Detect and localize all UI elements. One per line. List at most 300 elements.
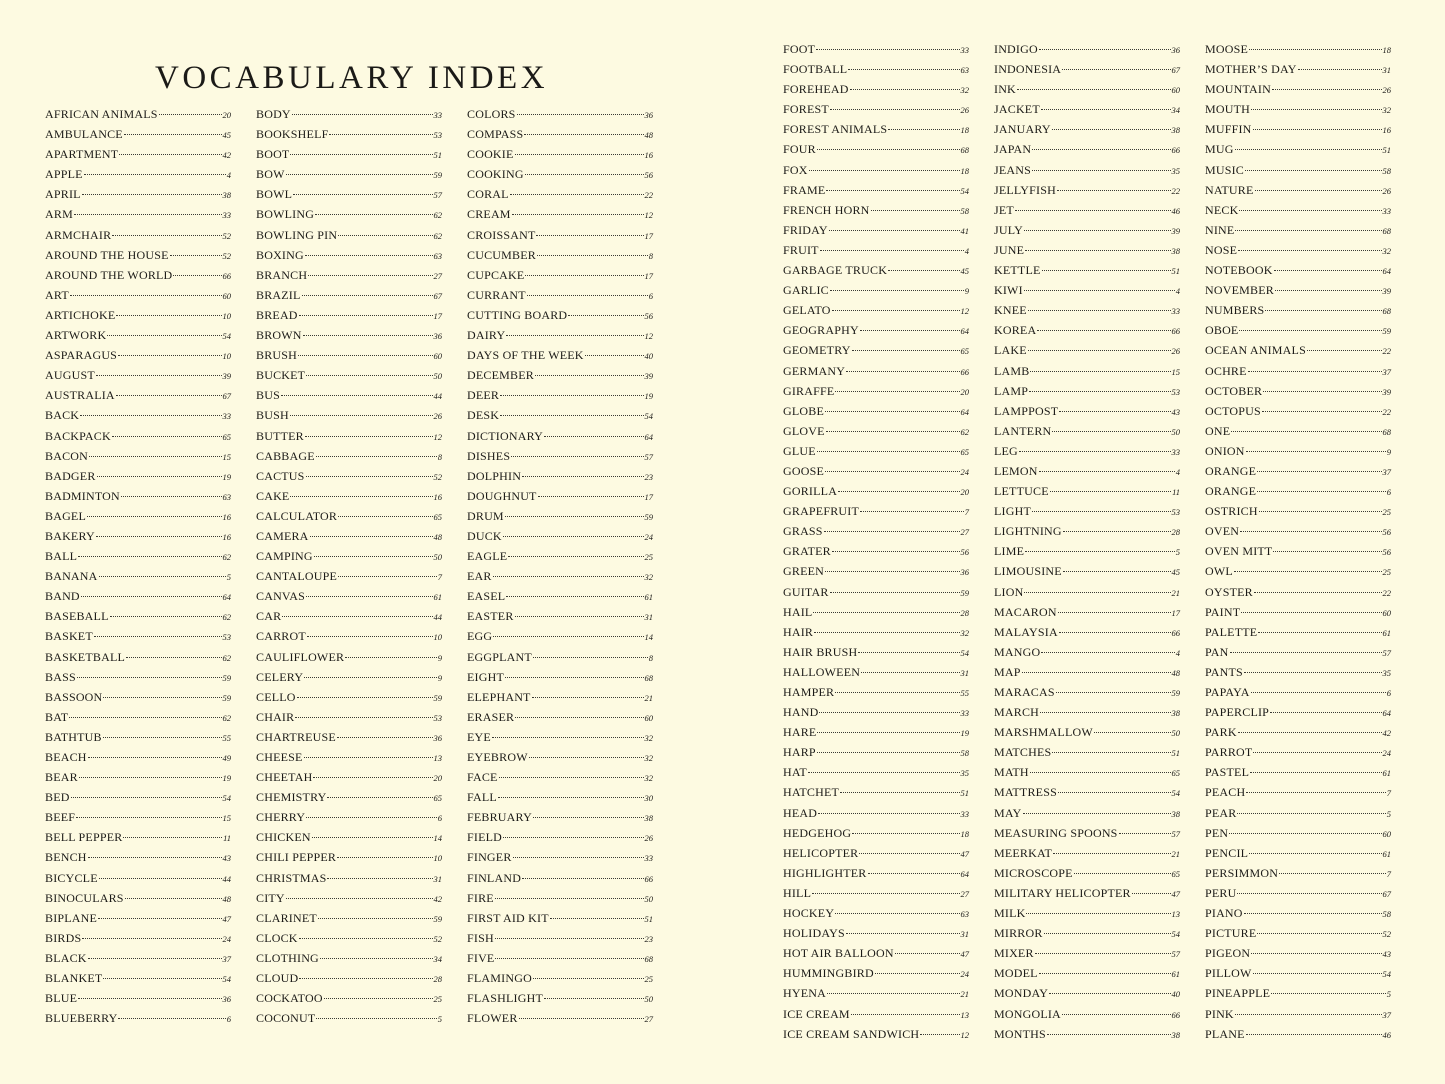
index-entry <box>783 501 969 521</box>
dot-leader <box>1050 490 1171 492</box>
entry-word: CANTALOUPE <box>256 569 338 584</box>
entry-word: FOX <box>783 162 808 177</box>
index-entry <box>1205 1004 1391 1024</box>
dot-leader <box>71 796 222 798</box>
dot-leader <box>522 877 643 879</box>
entry-page-number: 59 <box>1382 326 1391 337</box>
entry-word: BLANKET <box>45 971 103 986</box>
dot-leader <box>538 495 644 497</box>
entry-page-number: 65 <box>433 511 442 522</box>
entry-page-number: 51 <box>433 150 442 161</box>
index-entry <box>783 119 969 139</box>
entry-page-number: 68 <box>644 953 653 964</box>
entry-word: BOWL <box>256 187 293 202</box>
entry-word: EAGLE <box>467 549 508 564</box>
entry-word: LAKE <box>994 343 1027 358</box>
entry-word: BOWLING PIN <box>256 227 338 242</box>
dot-leader <box>1259 510 1382 512</box>
entry-word: HEDGEHOG <box>783 825 852 840</box>
index-entry <box>45 546 231 566</box>
dot-leader <box>170 254 222 256</box>
entry-word: CELLO <box>256 689 296 704</box>
index-entry <box>45 687 231 707</box>
entry-word: HAT <box>783 765 807 780</box>
entry-word: CHRISTMAS <box>256 870 327 885</box>
dot-leader <box>87 515 222 517</box>
entry-word: HAIR BRUSH <box>783 644 858 659</box>
entry-page-number: 59 <box>1171 688 1180 698</box>
entry-page-number: 21 <box>960 989 969 1000</box>
entry-word: HEAD <box>783 805 818 820</box>
entry-page-number: 7 <box>437 572 442 583</box>
index-entry <box>1205 441 1391 461</box>
entry-page-number: 8 <box>648 250 653 261</box>
dot-leader <box>306 595 433 597</box>
entry-word: OCTOPUS <box>1205 403 1261 418</box>
dot-leader <box>868 872 960 874</box>
dot-leader <box>1263 390 1381 392</box>
index-entry <box>994 441 1180 461</box>
entry-word: FINGER <box>467 850 512 865</box>
entry-word: OWL <box>1205 564 1233 579</box>
dot-leader <box>825 410 960 412</box>
index-entry <box>783 823 969 843</box>
dot-leader <box>1258 631 1381 633</box>
index-entry <box>1205 682 1391 702</box>
entry-word: ONION <box>1205 443 1245 458</box>
dot-leader <box>78 555 221 557</box>
index-entry <box>467 225 653 245</box>
dot-leader <box>69 716 221 718</box>
entry-word: PICTURE <box>1205 926 1257 941</box>
entry-page-number: 38 <box>644 813 653 824</box>
entry-page-number: 68 <box>1382 225 1391 236</box>
entry-page-number: 66 <box>644 873 653 884</box>
index-entry <box>467 305 653 325</box>
entry-word: AFRICAN ANIMALS <box>45 107 158 121</box>
index-entry <box>45 526 231 546</box>
entry-word: PANTS <box>1205 664 1243 679</box>
index-entry <box>994 119 1180 139</box>
index-entry <box>994 943 1180 963</box>
index-entry <box>256 868 442 888</box>
entry-page-number: 52 <box>222 250 231 261</box>
index-entry <box>1205 300 1391 320</box>
dot-leader <box>508 555 643 557</box>
entry-page-number: 62 <box>222 552 231 563</box>
dot-leader <box>495 957 643 959</box>
index-entry <box>994 240 1180 260</box>
index-entry <box>45 104 231 124</box>
dot-leader <box>338 575 437 577</box>
index-entry <box>1205 1024 1391 1044</box>
index-entry <box>467 546 653 566</box>
entry-page-number: 54 <box>222 331 231 342</box>
entry-word: BASEBALL <box>45 609 109 624</box>
entry-page-number: 24 <box>960 466 969 477</box>
entry-page-number: 44 <box>433 391 442 402</box>
index-entry <box>783 963 969 983</box>
index-entry <box>467 204 653 224</box>
index-entry <box>467 787 653 807</box>
dot-leader <box>536 234 643 236</box>
entry-word: FIELD <box>467 830 502 845</box>
index-entry <box>783 843 969 863</box>
entry-page-number: 22 <box>1382 406 1391 417</box>
dot-leader <box>314 555 433 557</box>
entry-page-number: 62 <box>960 426 969 437</box>
dot-leader <box>820 249 964 251</box>
dot-leader <box>98 917 221 919</box>
index-entry <box>45 426 231 446</box>
dot-leader <box>81 595 222 597</box>
dot-leader <box>1062 68 1170 70</box>
dot-leader <box>495 897 644 899</box>
entry-word: EYEBROW <box>467 750 528 764</box>
entry-word: DAYS OF THE WEEK <box>467 348 584 363</box>
index-entry <box>256 245 442 265</box>
dot-leader <box>315 213 432 215</box>
dot-leader <box>809 169 960 171</box>
dot-leader <box>1257 490 1386 492</box>
index-entry <box>1205 803 1391 823</box>
entry-page-number: 6 <box>437 813 442 824</box>
entry-page-number: 7 <box>1386 788 1391 799</box>
index-entry <box>45 486 231 506</box>
entry-page-number: 52 <box>222 230 231 241</box>
entry-word: FRENCH HORN <box>783 202 870 217</box>
index-entry <box>994 260 1180 280</box>
dot-leader <box>1063 530 1171 532</box>
entry-page-number: 19 <box>644 391 653 402</box>
index-entry <box>783 983 969 1003</box>
entry-page-number: 64 <box>960 868 969 879</box>
dot-leader <box>116 314 221 316</box>
entry-word: HALLOWEEN <box>783 664 861 679</box>
entry-page-number: 53 <box>433 130 442 141</box>
index-entry <box>467 345 653 365</box>
entry-page-number: 60 <box>1382 828 1391 839</box>
index-entry <box>994 300 1180 320</box>
entry-page-number: 52 <box>433 933 442 944</box>
index-entry <box>1205 119 1391 139</box>
index-entry <box>256 827 442 847</box>
entry-page-number: 10 <box>433 632 442 643</box>
entry-page-number: 65 <box>960 446 969 457</box>
dot-leader <box>1238 731 1382 733</box>
dot-leader <box>318 917 433 919</box>
dot-leader <box>1298 68 1382 70</box>
index-entry <box>1205 340 1391 360</box>
index-entry <box>994 541 1180 561</box>
dot-leader <box>529 756 644 758</box>
index-entry <box>467 707 653 727</box>
index-entry <box>45 847 231 867</box>
index-entry <box>256 506 442 526</box>
index-entry <box>994 139 1180 159</box>
entry-word: NOVEMBER <box>1205 283 1274 298</box>
entry-word: JULY <box>994 222 1023 237</box>
entry-page-number: 58 <box>1382 165 1391 176</box>
entry-page-number: 31 <box>433 873 442 884</box>
dot-leader <box>316 1017 436 1019</box>
entry-word: PAN <box>1205 644 1229 659</box>
index-column-4 <box>783 39 969 1044</box>
entry-page-number: 21 <box>1171 848 1180 859</box>
entry-page-number: 12 <box>960 1029 969 1040</box>
entry-page-number: 47 <box>960 949 969 960</box>
index-entry <box>783 200 969 220</box>
index-entry <box>467 426 653 446</box>
entry-word: BASSOON <box>45 689 103 704</box>
index-entry <box>783 1024 969 1044</box>
dot-leader <box>329 133 432 135</box>
index-entry <box>256 847 442 867</box>
entry-page-number: 48 <box>433 531 442 542</box>
entry-word: CAMPING <box>256 549 313 564</box>
entry-word: ARM <box>45 207 73 222</box>
index-entry <box>256 385 442 405</box>
entry-page-number: 7 <box>964 507 969 518</box>
index-entry <box>783 782 969 802</box>
entry-page-number: 21 <box>644 692 653 703</box>
entry-word: FIRST AID KIT <box>467 910 549 925</box>
dot-leader <box>1235 1013 1382 1015</box>
index-entry <box>1205 240 1391 260</box>
dot-leader <box>493 635 643 637</box>
entry-page-number: 52 <box>1382 929 1391 940</box>
entry-word: BLUE <box>45 991 78 1006</box>
entry-page-number: 33 <box>1171 306 1180 317</box>
dot-leader <box>1057 189 1171 191</box>
entry-page-number: 45 <box>1171 567 1180 578</box>
entry-page-number: 64 <box>644 431 653 442</box>
entry-word: BRUSH <box>256 348 298 363</box>
entry-page-number: 26 <box>1382 185 1391 196</box>
entry-word: HAIL <box>783 604 813 619</box>
index-entry <box>994 722 1180 742</box>
index-entry <box>467 245 653 265</box>
index-entry <box>45 807 231 827</box>
dot-leader <box>337 736 433 738</box>
entry-page-number: 12 <box>644 210 653 221</box>
entry-word: AUGUST <box>45 368 95 383</box>
index-entry <box>256 486 442 506</box>
dot-leader <box>1244 912 1382 914</box>
dot-leader <box>88 756 222 758</box>
dot-leader <box>1119 832 1171 834</box>
dot-leader <box>313 776 432 778</box>
index-entry <box>467 606 653 626</box>
dot-leader <box>527 294 648 296</box>
entry-page-number: 32 <box>644 572 653 583</box>
dot-leader <box>1274 269 1382 271</box>
entry-word: CAKE <box>256 488 290 503</box>
dot-leader <box>1025 249 1170 251</box>
dot-leader <box>846 932 960 934</box>
entry-word: NECK <box>1205 202 1239 217</box>
entry-page-number: 31 <box>1382 65 1391 76</box>
entry-page-number: 9 <box>964 286 969 297</box>
entry-page-number: 32 <box>644 773 653 784</box>
dot-leader <box>817 751 960 753</box>
dot-leader <box>1052 128 1171 130</box>
index-entry <box>467 928 653 948</box>
entry-word: ORANGE <box>1205 484 1257 499</box>
dot-leader <box>519 1017 644 1019</box>
entry-word: FOOT <box>783 42 816 56</box>
index-entry <box>1205 903 1391 923</box>
entry-page-number: 68 <box>1382 306 1391 317</box>
index-entry <box>1205 883 1391 903</box>
entry-word: OVEN MITT <box>1205 544 1273 559</box>
index-entry <box>45 606 231 626</box>
entry-word: GLOBE <box>783 403 824 418</box>
dot-leader <box>824 530 960 532</box>
entry-word: PAINT <box>1205 604 1241 619</box>
entry-page-number: 64 <box>1382 266 1391 277</box>
entry-page-number: 18 <box>1382 45 1391 55</box>
entry-page-number: 59 <box>644 511 653 522</box>
entry-word: EASTER <box>467 609 514 624</box>
dot-leader <box>1039 470 1175 472</box>
dot-leader <box>304 676 437 678</box>
dot-leader <box>819 711 959 713</box>
entry-page-number: 39 <box>1382 386 1391 397</box>
dot-leader <box>852 349 960 351</box>
dot-leader <box>103 736 222 738</box>
dot-leader <box>310 535 433 537</box>
index-entry <box>1205 561 1391 581</box>
entry-page-number: 24 <box>222 933 231 944</box>
entry-page-number: 20 <box>433 773 442 784</box>
entry-word: BEEF <box>45 810 76 825</box>
dot-leader <box>1026 912 1170 914</box>
entry-word: MOUNTAIN <box>1205 82 1271 97</box>
entry-page-number: 36 <box>433 732 442 743</box>
dot-leader <box>1246 791 1385 793</box>
index-entry <box>783 943 969 963</box>
entry-page-number: 17 <box>1171 607 1180 618</box>
index-entry <box>467 164 653 184</box>
entry-word: ARTWORK <box>45 328 107 343</box>
index-entry <box>994 99 1180 119</box>
dot-leader <box>505 515 644 517</box>
index-entry <box>45 586 231 606</box>
entry-word: LEMON <box>994 463 1038 478</box>
index-entry <box>1205 943 1391 963</box>
index-entry <box>783 39 969 59</box>
index-entry <box>467 365 653 385</box>
index-entry <box>256 426 442 446</box>
index-entry <box>1205 280 1391 300</box>
index-entry <box>467 647 653 667</box>
entry-word: BUSH <box>256 408 289 423</box>
index-entry <box>256 586 442 606</box>
entry-word: HILL <box>783 885 812 900</box>
entry-word: MANGO <box>994 644 1041 659</box>
entry-page-number: 53 <box>433 712 442 723</box>
dot-leader <box>1253 751 1381 753</box>
entry-word: ASPARAGUS <box>45 348 118 363</box>
entry-word: MARSHMALLOW <box>994 725 1093 740</box>
entry-page-number: 47 <box>960 848 969 859</box>
index-entry <box>994 39 1180 59</box>
entry-word: AROUND THE HOUSE <box>45 247 169 262</box>
entry-page-number: 48 <box>1171 667 1180 678</box>
index-entry <box>256 687 442 707</box>
entry-page-number: 34 <box>1171 105 1180 116</box>
entry-word: DICTIONARY <box>467 428 543 443</box>
entry-word: MATCHES <box>994 745 1052 760</box>
dot-leader <box>503 535 644 537</box>
index-entry <box>45 888 231 908</box>
index-column-3 <box>467 104 653 1028</box>
entry-word: BALL <box>45 549 78 564</box>
index-entry <box>45 767 231 787</box>
dot-leader <box>1040 711 1170 713</box>
dot-leader <box>112 234 221 236</box>
entry-word: FOOTBALL <box>783 62 848 77</box>
entry-word: LIGHT <box>994 504 1031 519</box>
index-entry <box>45 1008 231 1028</box>
index-entry <box>1205 963 1391 983</box>
entry-page-number: 45 <box>222 130 231 141</box>
entry-page-number: 24 <box>1382 748 1391 759</box>
entry-page-number: 35 <box>1171 165 1180 176</box>
dot-leader <box>829 229 960 231</box>
entry-page-number: 25 <box>1382 567 1391 578</box>
entry-word: COLORS <box>467 107 516 121</box>
dot-leader <box>1255 189 1382 191</box>
entry-word: AMBULANCE <box>45 127 123 142</box>
entry-page-number: 46 <box>1382 1029 1391 1040</box>
entry-page-number: 28 <box>433 974 442 985</box>
entry-word: BODY <box>256 107 291 121</box>
dot-leader <box>1058 791 1171 793</box>
entry-word: LIMOUSINE <box>994 564 1062 579</box>
entry-word: HAMPER <box>783 685 835 699</box>
dot-leader <box>505 676 644 678</box>
entry-page-number: 57 <box>644 451 653 462</box>
dot-leader <box>813 611 959 613</box>
entry-word: MAY <box>994 805 1022 820</box>
entry-word: FACE <box>467 770 498 785</box>
entry-page-number: 36 <box>433 331 442 342</box>
dot-leader <box>292 113 433 115</box>
entry-page-number: 58 <box>960 205 969 216</box>
dot-leader <box>1245 169 1381 171</box>
index-entry <box>467 747 653 767</box>
dot-leader <box>858 651 959 653</box>
entry-page-number: 63 <box>960 909 969 920</box>
entry-page-number: 16 <box>222 531 231 542</box>
dot-leader <box>506 595 643 597</box>
entry-page-number: 4 <box>1175 286 1180 297</box>
dot-leader <box>338 234 432 236</box>
dot-leader <box>327 877 432 879</box>
index-entry <box>467 124 653 144</box>
index-entry <box>45 204 231 224</box>
index-entry <box>994 622 1180 642</box>
entry-page-number: 10 <box>433 853 442 864</box>
dot-leader <box>861 671 959 673</box>
dot-leader <box>1030 370 1170 372</box>
entry-word: FRAME <box>783 182 826 197</box>
dot-leader <box>302 294 433 296</box>
dot-leader <box>544 997 644 999</box>
index-entry <box>256 405 442 425</box>
